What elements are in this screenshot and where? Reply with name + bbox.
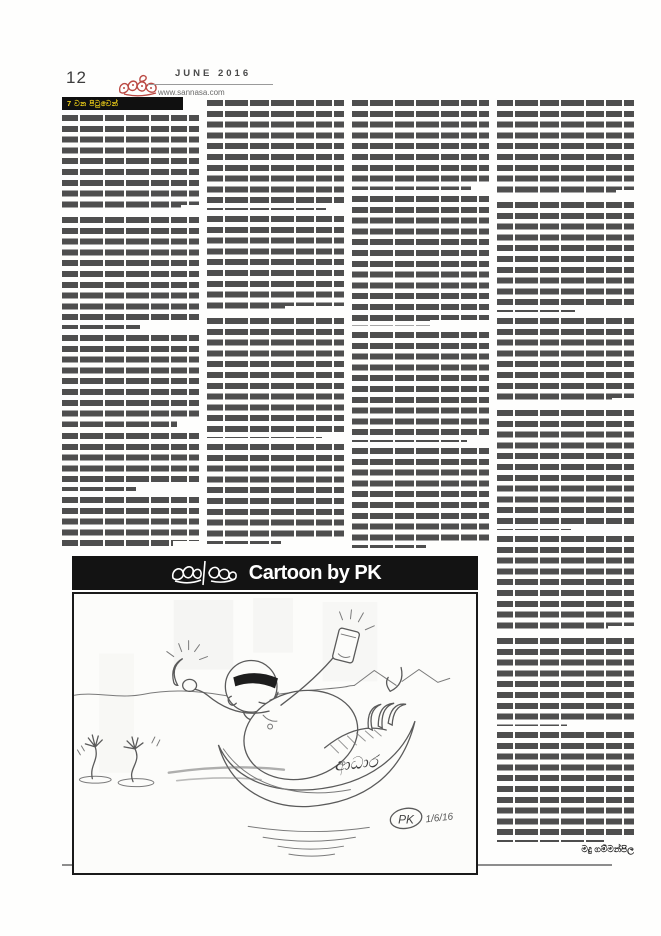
masthead-logo-text <box>0 0 1 1</box>
body-paragraph <box>497 536 634 632</box>
artist-signature <box>389 806 454 831</box>
body-paragraph <box>352 332 489 442</box>
body-paragraph <box>352 196 489 326</box>
banana-leaf <box>387 667 402 691</box>
cartoon-drawing <box>74 594 476 873</box>
masthead-logo-icon <box>116 72 162 100</box>
signature-date: 1/6/16 <box>425 811 454 826</box>
body-paragraph <box>207 216 344 312</box>
body-text-column-1 <box>62 97 199 553</box>
body-paragraph <box>497 410 634 530</box>
cartoon-title: Cartoon by PK <box>248 561 382 584</box>
body-paragraph <box>207 318 344 438</box>
body-text-column-4 <box>497 100 634 848</box>
continued-from-tag: 7 වන පිටුවෙන් <box>62 97 183 110</box>
body-paragraph <box>497 638 634 726</box>
body-paragraph <box>62 115 199 211</box>
body-paragraph <box>497 100 634 196</box>
cartoon-panel <box>72 592 478 875</box>
signature-initials: PK <box>398 812 415 827</box>
body-paragraph <box>207 444 344 544</box>
website-url: www.sannasa.com <box>158 88 225 97</box>
article-byline: මදු ගම්මන්පිල <box>581 844 634 854</box>
body-paragraph <box>352 448 489 548</box>
page-number: 12 <box>66 68 87 87</box>
body-paragraph <box>207 100 344 210</box>
body-text-column-2 <box>207 100 344 550</box>
body-paragraph <box>497 202 634 312</box>
water-ripples <box>169 767 370 856</box>
body-paragraph <box>62 433 199 491</box>
issue-month: JUNE 2016 <box>175 68 252 79</box>
body-paragraph <box>497 318 634 404</box>
body-paragraph <box>62 497 199 547</box>
body-paragraph <box>62 335 199 427</box>
cartoon-header-bar <box>72 556 478 590</box>
body-paragraph <box>497 732 634 842</box>
body-paragraph <box>62 217 199 329</box>
cartoon-logo-icon <box>169 560 239 586</box>
body-paragraph <box>352 100 489 190</box>
boat-label: ආධාර <box>333 751 379 775</box>
body-text-column-3 <box>352 100 489 554</box>
header-rule <box>148 84 273 85</box>
